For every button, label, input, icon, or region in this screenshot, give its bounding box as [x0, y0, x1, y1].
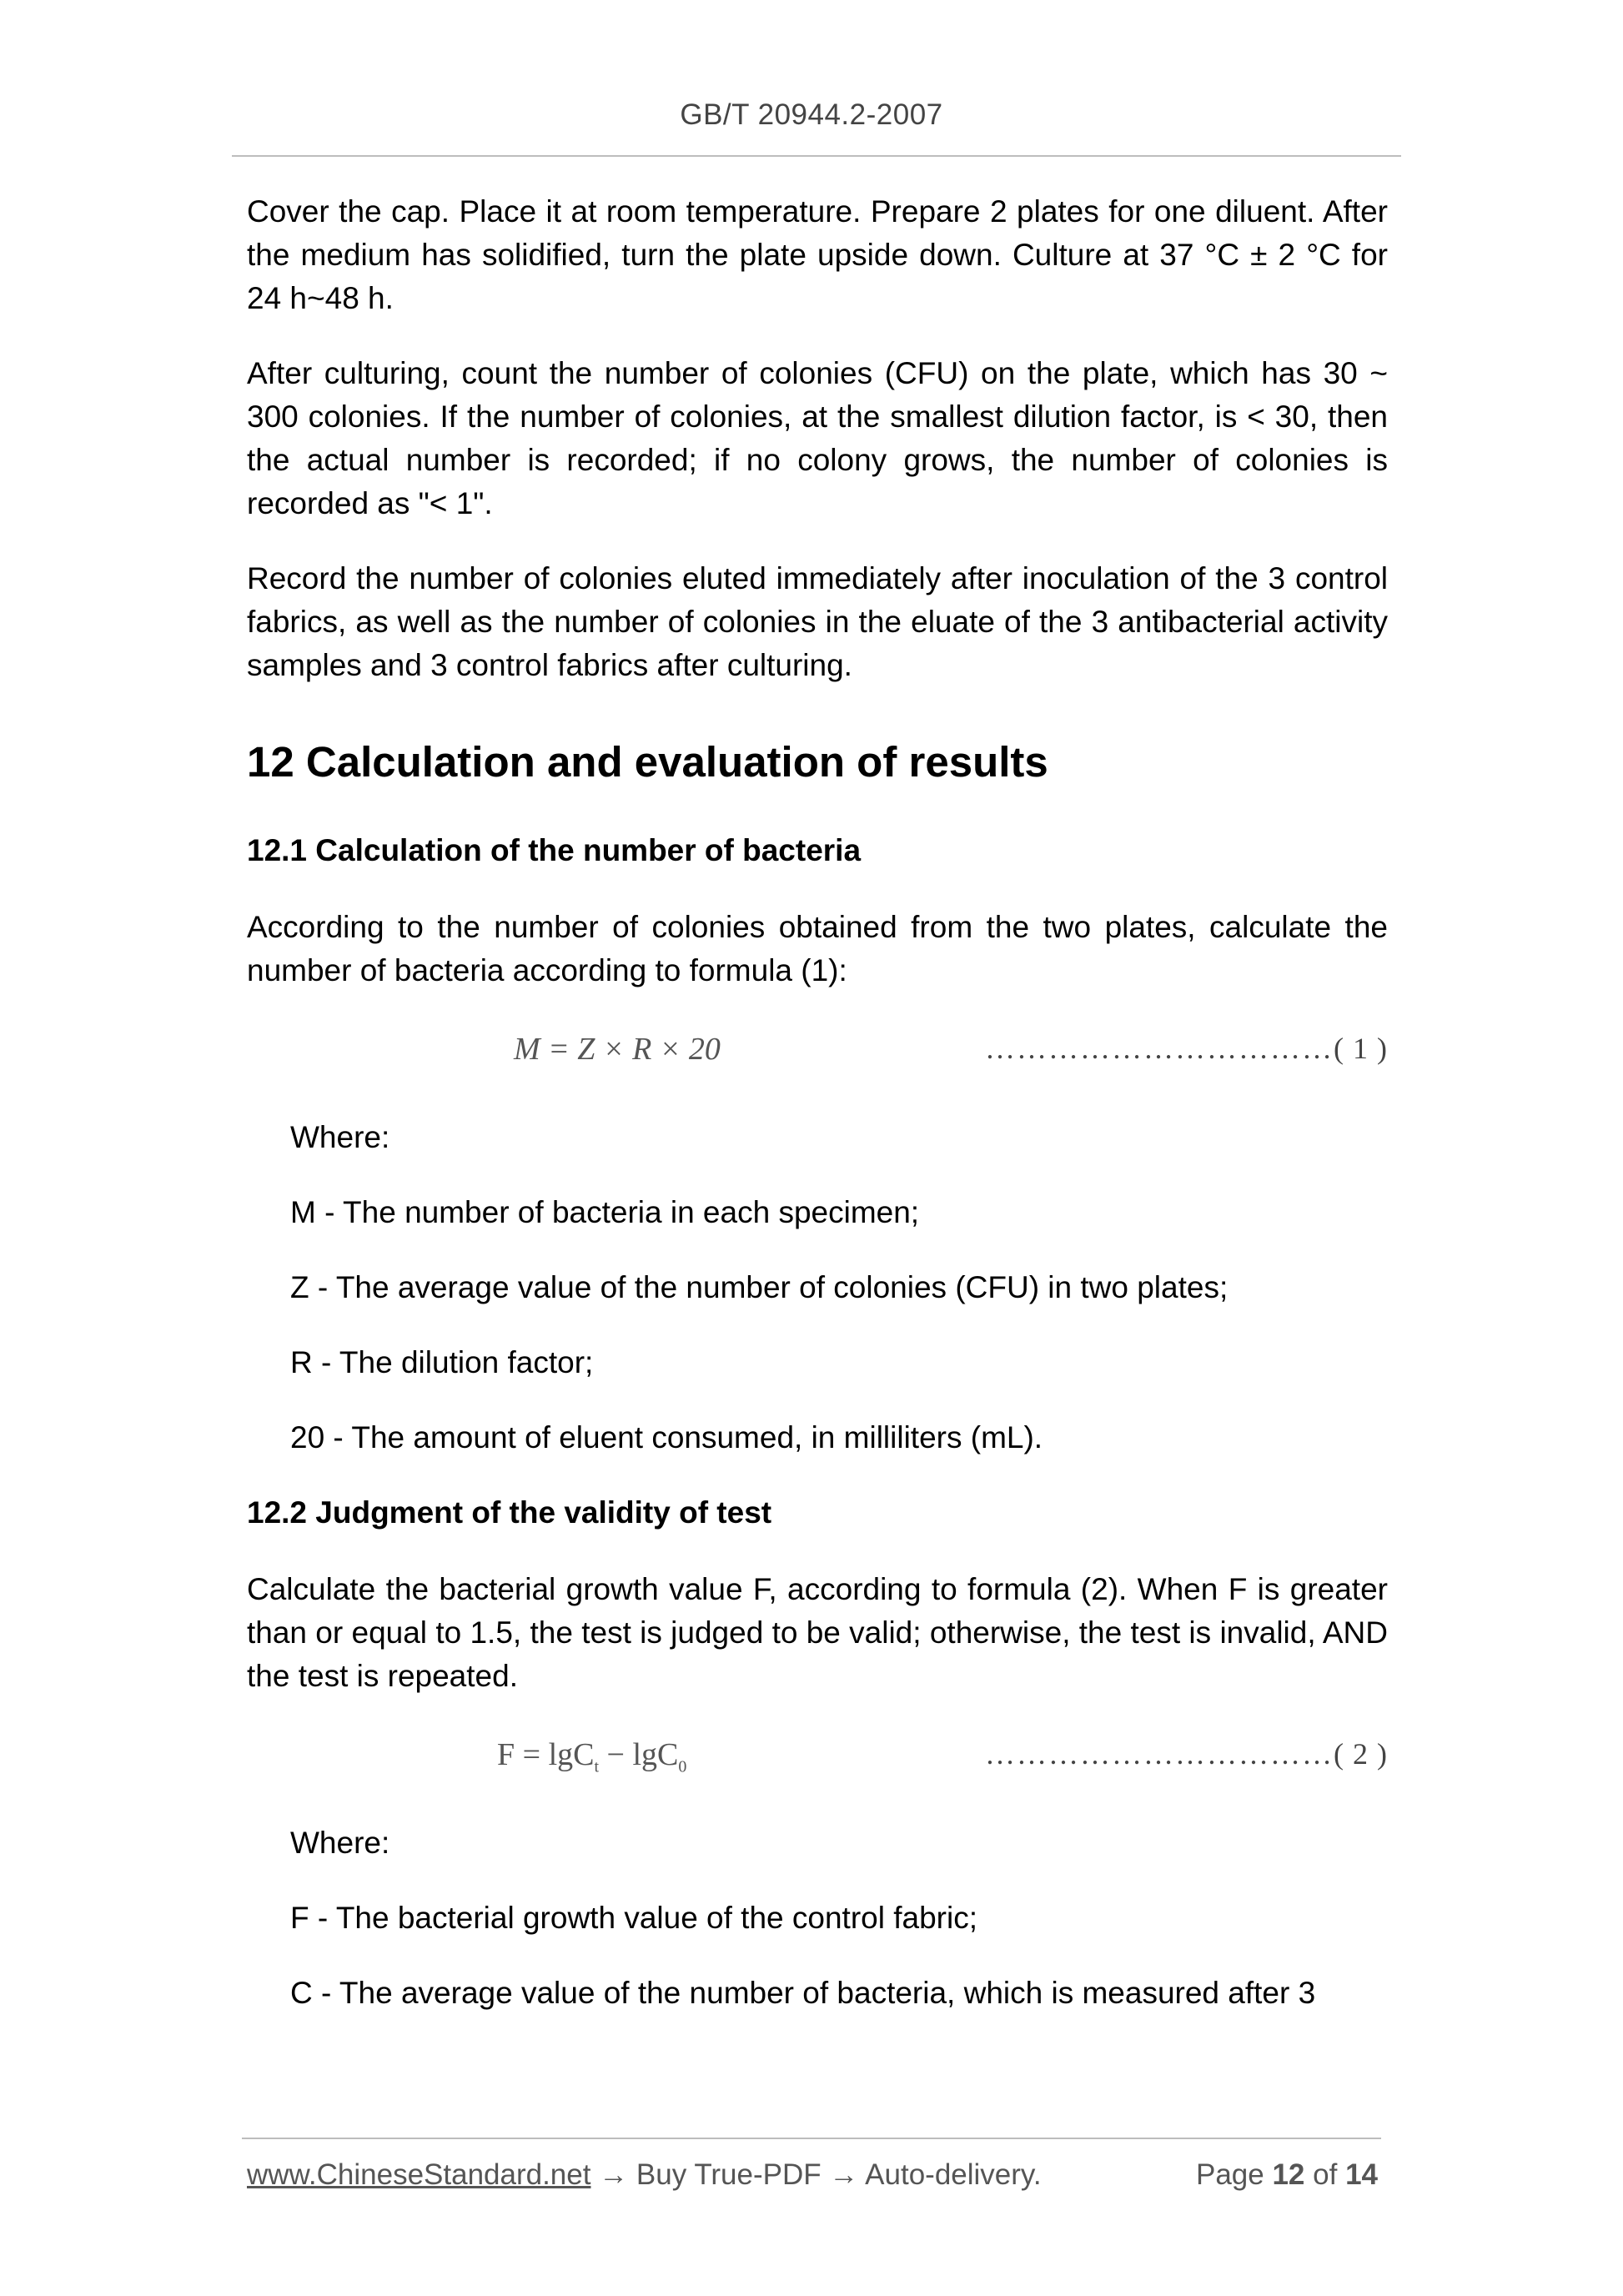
- page-current: 12: [1272, 2158, 1305, 2191]
- page-of-label: of: [1313, 2158, 1338, 2191]
- definition-20: 20 - The amount of eluent consumed, in milliliters (mL).: [290, 1420, 1043, 1454]
- footer-divider: [242, 2138, 1381, 2139]
- where-label-2: Where:: [290, 1826, 390, 1860]
- definition-f: F - The bacterial growth value of the control fabric;: [290, 1901, 977, 1935]
- website-link[interactable]: www.ChineseStandard.net: [247, 2158, 591, 2191]
- formula-2-subscript-t: t: [594, 1757, 600, 1776]
- section-12-1-heading: 12.1 Calculation of the number of bacteria: [247, 833, 862, 867]
- formula-2-lhs: F = lgC: [497, 1737, 595, 1772]
- formula-1-number: [985, 1031, 1388, 1066]
- paragraph-formula-1-intro: According to the number of colonies obtained from the two plates, calculate the number of bacteria according to formula (1):: [247, 910, 1388, 987]
- formula-2-leader: ……………………………: [985, 1737, 1334, 1771]
- footer-tagline: → Buy True-PDF → Auto-delivery.: [590, 2158, 1042, 2191]
- formula-1-expression: M = Z × R × 20: [514, 1032, 721, 1067]
- page-indicator: [1196, 2158, 1378, 2192]
- formula-1-row: [247, 1024, 1388, 1083]
- paragraph-validity: Calculate the bacterial growth value F, according to formula (2). When F is greater than or equal to 1.5, the test is judged to be valid; otherwise, the test is invalid, AND the test is repeated.: [247, 1572, 1388, 1693]
- formula-1-label: ( 1 ): [1334, 1032, 1388, 1065]
- page-label: Page: [1195, 2158, 1264, 2191]
- paragraph-record: Record the number of colonies eluted immediately after inoculation of the 3 control fabrics, as well as the number of colonies in the eluate of the 3 antibacterial activity samples and 3 control fabrics after culturing.: [247, 561, 1388, 682]
- document-header: GB/T 20944.2-2007: [680, 98, 943, 131]
- document-footer: [247, 2158, 1378, 2192]
- definition-z: Z - The average value of the number of colonies (CFU) in two plates;: [290, 1270, 1229, 1304]
- definition-m: M - The number of bacteria in each specimen;: [290, 1195, 920, 1229]
- formula-2-expression: [497, 1736, 686, 1777]
- formula-2-row: [247, 1730, 1388, 1788]
- paragraph-culture: Cover the cap. Place it at room temperature. Prepare 2 plates for one diluent. After the medium has solidified, turn the plate upside down. Culture at 37 °C ± 2 °C for 24 h~48 h.: [247, 194, 1388, 315]
- where-label-1: Where:: [290, 1120, 390, 1154]
- formula-2-subscript-0: 0: [678, 1757, 687, 1776]
- section-12-2-heading: 12.2 Judgment of the validity of test: [247, 1495, 772, 1530]
- definition-r: R - The dilution factor;: [290, 1345, 594, 1379]
- formula-2-mid: − lgC: [599, 1737, 679, 1772]
- section-12-heading: 12 Calculation and evaluation of results: [247, 738, 1048, 786]
- formula-2-label: ( 2 ): [1334, 1737, 1388, 1771]
- header-divider: [232, 155, 1401, 157]
- formula-2-number: [985, 1736, 1388, 1771]
- document-body: [247, 190, 1388, 2047]
- formula-1-leader: ……………………………: [985, 1032, 1334, 1065]
- paragraph-counting: After culturing, count the number of colonies (CFU) on the plate, which has 30 ~ 300 colonies. If the number of colonies, at the smallest dilution factor, is < 30, then the actual number is recorded; if no colony grows, the number of colonies is recorded as "< 1".: [247, 356, 1388, 520]
- definition-c: C - The average value of the number of bacteria, which is measured after 3: [290, 1976, 1316, 2010]
- page-total: 14: [1345, 2158, 1378, 2191]
